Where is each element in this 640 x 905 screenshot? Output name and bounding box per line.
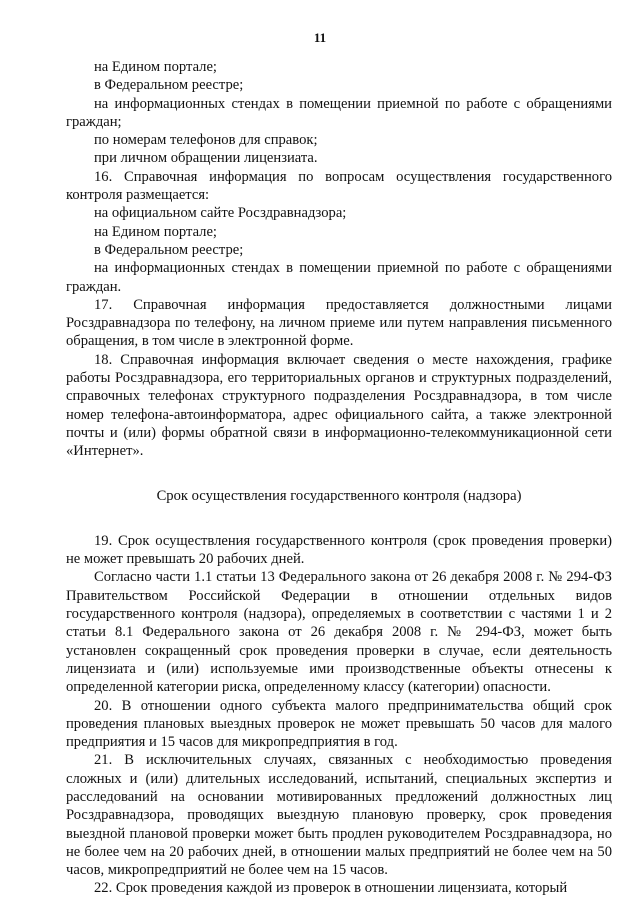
list-item: в Федеральном реестре; — [94, 241, 244, 258]
paragraph-18: 18. Справочная информация включает сведения о месте нахождения, графике работы Росздравнадзора, его территориальных органов и структурных подразделений, справочных телефонах структурного подразделения Росздравнадзора, в том числе номер телефона-автоинформатора, адрес официального сайта, а также электронной почты и (или) формы обратной связи в информационно-телекоммуникационной сети «Интернет». — [66, 351, 612, 460]
list-item: на официальном сайте Росздравнадзора; — [94, 205, 347, 222]
list-item: на Едином портале; — [94, 223, 217, 240]
list-item: в Федеральном реестре; — [94, 77, 244, 94]
paragraph-19-note: Согласно части 1.1 статьи 13 Федерального закона от 26 декабря 2008 г. № 294-ФЗ Правительством Российской Федерации в отношении отдельных видов государственного контроля (надзора), определяемых в соответствии с частями 1 и 2 статьи 8.1 Федерального закона от 26 декабря 2008 г. № 294-ФЗ, может быть установлен сокращенный срок проведения проверки в случае, если деятельность лицензиата и (или) используемые ими производственные объекты отнесены к определенной категории риска, определенному классу (категории) опасности. — [66, 569, 612, 696]
paragraph-19: 19. Срок осуществления государственного контроля (срок проведения проверки) не может превышать 20 рабочих дней. — [66, 532, 612, 568]
paragraph-22: 22. Срок проведения каждой из проверок в отношении лицензиата, который — [94, 880, 568, 897]
section-heading: Срок осуществления государственного контроля (надзора) — [156, 487, 522, 504]
list-item: на информационных стендах в помещении приемной по работе с обращениями граждан. — [66, 260, 612, 295]
page-number: 11 — [313, 30, 327, 45]
list-item: на Едином портале; — [94, 59, 217, 75]
list-item: на информационных стендах в помещении приемной по работе с обращениями граждан; — [66, 95, 612, 130]
paragraph-20: 20. В отношении одного субъекта малого предпринимательства общий срок проведения плановых выездных проверок не может превышать 50 часов для малого предприятия и 15 часов для микропредприятия в год. — [66, 697, 612, 751]
list-item: по номерам телефонов для справок; — [94, 132, 318, 149]
paragraph-21: 21. В исключительных случаях, связанных с необходимостью проведения сложных и (или) длительных исследований, испытаний, специальных экспертиз и расследований на основании мотивированных предложений должностных лиц Росздравнадзора, проводящих выездную плановую проверку, срок проведения выездной плановой проверки может быть продлен руководителем Росздравнадзора, но не более чем на 20 рабочих дней, в отношении малых предприятий не более чем на 50 часов, микропредприятий не более чем на 15 часов. — [66, 752, 612, 879]
paragraph-17: 17. Справочная информация предоставляется должностными лицами Росздравнадзора по телефону, на личном приеме или путем направления письменного обращения, в том числе в электронной форме. — [66, 296, 612, 350]
paragraph-16: 16. Справочная информация по вопросам осуществления государственного контроля размещается: — [66, 168, 612, 204]
document-body — [66, 58, 612, 898]
list-item: при личном обращении лицензиата. — [94, 150, 318, 167]
